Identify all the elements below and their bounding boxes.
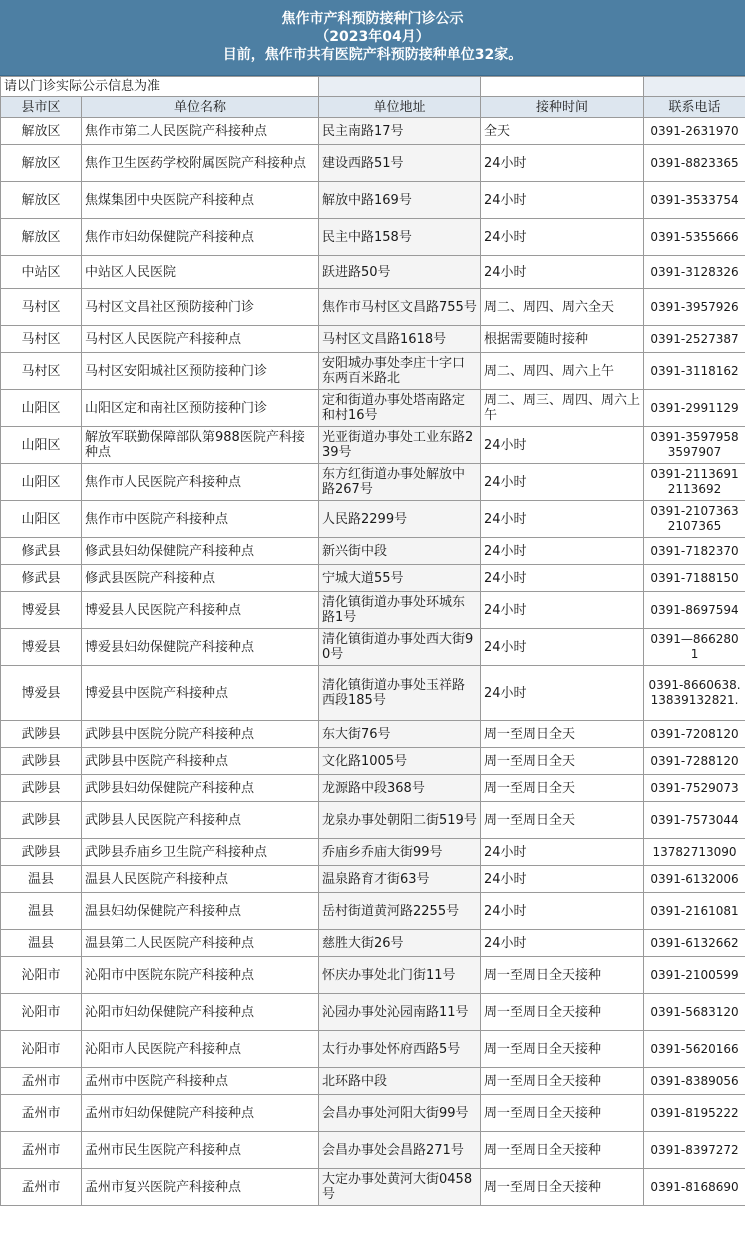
address-cell: 怀庆办事处北门街11号 xyxy=(319,957,481,994)
column-header-name: 单位名称 xyxy=(82,97,319,118)
table-row xyxy=(1,145,745,182)
district-cell: 温县 xyxy=(1,930,82,957)
time-cell: 24小时 xyxy=(481,182,644,219)
address-cell: 会昌办事处河阳大街99号 xyxy=(319,1095,481,1132)
summary-text: 目前，焦作市共有医院产科预防接种单位32家。 xyxy=(222,47,523,63)
district-cell: 武陟县 xyxy=(1,721,82,748)
table-row xyxy=(1,464,745,501)
phone-cell: 0391-8389056 xyxy=(644,1068,745,1095)
district-cell: 解放区 xyxy=(1,182,82,219)
unit-name-cell: 马村区文昌社区预防接种门诊 xyxy=(82,289,319,326)
address-cell: 建设西路51号 xyxy=(319,145,481,182)
table-row xyxy=(1,775,745,802)
disclaimer-note: 请以门诊实际公示信息为准 xyxy=(1,77,319,97)
unit-name-cell: 博爱县中医院产科接种点 xyxy=(82,666,319,721)
table-row xyxy=(1,666,745,721)
column-header-phone: 联系电话 xyxy=(644,97,745,118)
phone-cell: 0391-3533754 xyxy=(644,182,745,219)
time-cell: 周二、周三、周四、周六上午 xyxy=(481,390,644,427)
table-row xyxy=(1,748,745,775)
district-cell: 修武县 xyxy=(1,565,82,592)
district-cell: 解放区 xyxy=(1,118,82,145)
table-row xyxy=(1,1095,745,1132)
phone-cell: 0391-2527387 xyxy=(644,326,745,353)
table-row xyxy=(1,1068,745,1095)
unit-name-cell: 焦作卫生医药学校附属医院产科接种点 xyxy=(82,145,319,182)
unit-name-cell: 沁阳市中医院东院产科接种点 xyxy=(82,957,319,994)
phone-cell: 0391-2113691 2113692 xyxy=(644,464,745,501)
unit-name-cell: 焦作市人民医院产科接种点 xyxy=(82,464,319,501)
time-cell: 周一至周日全天 xyxy=(481,721,644,748)
phone-cell: 0391-3597958 3597907 xyxy=(644,427,745,464)
district-cell: 孟州市 xyxy=(1,1132,82,1169)
note-blank-cell xyxy=(644,77,745,97)
unit-name-cell: 温县妇幼保健院产科接种点 xyxy=(82,893,319,930)
address-cell: 解放中路169号 xyxy=(319,182,481,219)
time-cell: 全天 xyxy=(481,118,644,145)
time-cell: 周一至周日全天接种 xyxy=(481,1132,644,1169)
district-cell: 解放区 xyxy=(1,219,82,256)
unit-name-cell: 武陟县中医院分院产科接种点 xyxy=(82,721,319,748)
table-row xyxy=(1,1169,745,1206)
table-row xyxy=(1,629,745,666)
unit-name-cell: 沁阳市人民医院产科接种点 xyxy=(82,1031,319,1068)
unit-name-cell: 焦作市中医院产科接种点 xyxy=(82,501,319,538)
table-row xyxy=(1,390,745,427)
unit-name-cell: 武陟县乔庙乡卫生院产科接种点 xyxy=(82,839,319,866)
address-cell: 龙源路中段368号 xyxy=(319,775,481,802)
district-cell: 博爱县 xyxy=(1,592,82,629)
unit-name-cell: 武陟县中医院产科接种点 xyxy=(82,748,319,775)
table-row xyxy=(1,930,745,957)
time-cell: 24小时 xyxy=(481,866,644,893)
unit-name-cell: 博爱县人民医院产科接种点 xyxy=(82,592,319,629)
district-cell: 武陟县 xyxy=(1,802,82,839)
district-cell: 沁阳市 xyxy=(1,957,82,994)
table-row xyxy=(1,118,745,145)
phone-cell: 0391—8662801 xyxy=(644,629,745,666)
address-cell: 清化镇街道办事处西大街90号 xyxy=(319,629,481,666)
district-cell: 武陟县 xyxy=(1,748,82,775)
address-cell: 安阳城办事处李庄十字口东两百米路北 xyxy=(319,353,481,390)
time-cell: 周一至周日全天接种 xyxy=(481,1031,644,1068)
time-cell: 24小时 xyxy=(481,427,644,464)
phone-cell: 0391-3118162 xyxy=(644,353,745,390)
district-cell: 马村区 xyxy=(1,289,82,326)
district-cell: 温县 xyxy=(1,893,82,930)
time-cell: 24小时 xyxy=(481,145,644,182)
district-cell: 马村区 xyxy=(1,326,82,353)
phone-cell: 0391-7529073 xyxy=(644,775,745,802)
notice-header xyxy=(0,0,745,76)
table-row xyxy=(1,326,745,353)
unit-name-cell: 武陟县妇幼保健院产科接种点 xyxy=(82,775,319,802)
unit-name-cell: 孟州市民生医院产科接种点 xyxy=(82,1132,319,1169)
district-cell: 中站区 xyxy=(1,256,82,289)
unit-name-cell: 武陟县人民医院产科接种点 xyxy=(82,802,319,839)
table-row xyxy=(1,866,745,893)
unit-name-cell: 马村区人民医院产科接种点 xyxy=(82,326,319,353)
time-cell: 24小时 xyxy=(481,839,644,866)
address-cell: 新兴街中段 xyxy=(319,538,481,565)
time-cell: 24小时 xyxy=(481,666,644,721)
phone-cell: 0391-8168690 xyxy=(644,1169,745,1206)
time-cell: 周一至周日全天 xyxy=(481,748,644,775)
phone-cell: 0391-3128326 xyxy=(644,256,745,289)
phone-cell: 0391-8195222 xyxy=(644,1095,745,1132)
time-cell: 根据需要随时接种 xyxy=(481,326,644,353)
phone-cell: 0391-2107363 2107365 xyxy=(644,501,745,538)
phone-cell: 0391-8697594 xyxy=(644,592,745,629)
address-cell: 民主中路158号 xyxy=(319,219,481,256)
table-row xyxy=(1,565,745,592)
address-cell: 定和街道办事处塔南路定和村16号 xyxy=(319,390,481,427)
unit-name-cell: 沁阳市妇幼保健院产科接种点 xyxy=(82,994,319,1031)
table-row xyxy=(1,501,745,538)
district-cell: 孟州市 xyxy=(1,1095,82,1132)
page-title: 焦作市产科预防接种门诊公示 xyxy=(281,11,464,27)
unit-name-cell: 焦作市妇幼保健院产科接种点 xyxy=(82,219,319,256)
phone-cell: 0391-6132006 xyxy=(644,866,745,893)
time-cell: 周二、周四、周六上午 xyxy=(481,353,644,390)
clinic-table xyxy=(0,76,745,1206)
phone-cell: 0391-2100599 xyxy=(644,957,745,994)
time-cell: 24小时 xyxy=(481,565,644,592)
time-cell: 周一至周日全天接种 xyxy=(481,1068,644,1095)
district-cell: 修武县 xyxy=(1,538,82,565)
phone-cell: 0391-7208120 xyxy=(644,721,745,748)
time-cell: 24小时 xyxy=(481,219,644,256)
district-cell: 博爱县 xyxy=(1,629,82,666)
table-row xyxy=(1,256,745,289)
phone-cell: 0391-3957926 xyxy=(644,289,745,326)
time-cell: 24小时 xyxy=(481,930,644,957)
column-header-time: 接种时间 xyxy=(481,97,644,118)
time-cell: 24小时 xyxy=(481,629,644,666)
district-cell: 山阳区 xyxy=(1,464,82,501)
time-cell: 周一至周日全天接种 xyxy=(481,957,644,994)
time-cell: 24小时 xyxy=(481,893,644,930)
unit-name-cell: 温县人民医院产科接种点 xyxy=(82,866,319,893)
note-blank-cell xyxy=(481,77,644,97)
unit-name-cell: 中站区人民医院 xyxy=(82,256,319,289)
time-cell: 24小时 xyxy=(481,256,644,289)
note-blank-cell xyxy=(319,77,481,97)
table-row xyxy=(1,219,745,256)
table-row xyxy=(1,1132,745,1169)
address-cell: 会昌办事处会昌路271号 xyxy=(319,1132,481,1169)
table-row xyxy=(1,538,745,565)
address-cell: 岳村街道黄河路2255号 xyxy=(319,893,481,930)
address-cell: 慈胜大街26号 xyxy=(319,930,481,957)
address-cell: 跃进路50号 xyxy=(319,256,481,289)
unit-name-cell: 解放军联勤保障部队第988医院产科接种点 xyxy=(82,427,319,464)
table-row xyxy=(1,721,745,748)
table-row xyxy=(1,182,745,219)
date-subtitle: （2023年04月） xyxy=(315,29,430,45)
phone-cell: 0391-8823365 xyxy=(644,145,745,182)
table-row xyxy=(1,592,745,629)
time-cell: 24小时 xyxy=(481,538,644,565)
table-row xyxy=(1,802,745,839)
address-cell: 北环路中段 xyxy=(319,1068,481,1095)
phone-cell: 0391-7182370 xyxy=(644,538,745,565)
district-cell: 武陟县 xyxy=(1,775,82,802)
table-row xyxy=(1,1031,745,1068)
table-row xyxy=(1,289,745,326)
address-cell: 乔庙乡乔庙大街99号 xyxy=(319,839,481,866)
unit-name-cell: 山阳区定和南社区预防接种门诊 xyxy=(82,390,319,427)
district-cell: 山阳区 xyxy=(1,390,82,427)
time-cell: 24小时 xyxy=(481,464,644,501)
phone-cell: 0391-6132662 xyxy=(644,930,745,957)
unit-name-cell: 修武县医院产科接种点 xyxy=(82,565,319,592)
time-cell: 周一至周日全天接种 xyxy=(481,1095,644,1132)
address-cell: 马村区文昌路1618号 xyxy=(319,326,481,353)
phone-cell: 0391-5683120 xyxy=(644,994,745,1031)
time-cell: 周一至周日全天 xyxy=(481,775,644,802)
address-cell: 光亚街道办事处工业东路239号 xyxy=(319,427,481,464)
table-row xyxy=(1,957,745,994)
note-row xyxy=(1,77,745,97)
phone-cell: 0391-2161081 xyxy=(644,893,745,930)
unit-name-cell: 温县第二人民医院产科接种点 xyxy=(82,930,319,957)
address-cell: 人民路2299号 xyxy=(319,501,481,538)
time-cell: 周一至周日全天 xyxy=(481,802,644,839)
unit-name-cell: 焦煤集团中央医院产科接种点 xyxy=(82,182,319,219)
unit-name-cell: 马村区安阳城社区预防接种门诊 xyxy=(82,353,319,390)
phone-cell: 0391-7288120 xyxy=(644,748,745,775)
address-cell: 民主南路17号 xyxy=(319,118,481,145)
unit-name-cell: 孟州市妇幼保健院产科接种点 xyxy=(82,1095,319,1132)
address-cell: 温泉路育才街63号 xyxy=(319,866,481,893)
address-cell: 东方红街道办事处解放中路267号 xyxy=(319,464,481,501)
district-cell: 沁阳市 xyxy=(1,994,82,1031)
column-header-address: 单位地址 xyxy=(319,97,481,118)
phone-cell: 0391-7188150 xyxy=(644,565,745,592)
address-cell: 清化镇街道办事处环城东路1号 xyxy=(319,592,481,629)
phone-cell: 0391-2991129 xyxy=(644,390,745,427)
unit-name-cell: 孟州市复兴医院产科接种点 xyxy=(82,1169,319,1206)
table-body xyxy=(1,118,745,1206)
district-cell: 孟州市 xyxy=(1,1068,82,1095)
table-row xyxy=(1,427,745,464)
time-cell: 24小时 xyxy=(481,592,644,629)
unit-name-cell: 修武县妇幼保健院产科接种点 xyxy=(82,538,319,565)
district-cell: 博爱县 xyxy=(1,666,82,721)
district-cell: 马村区 xyxy=(1,353,82,390)
district-cell: 山阳区 xyxy=(1,501,82,538)
district-cell: 孟州市 xyxy=(1,1169,82,1206)
table-row xyxy=(1,353,745,390)
phone-cell: 0391-5620166 xyxy=(644,1031,745,1068)
phone-cell: 13782713090 xyxy=(644,839,745,866)
time-cell: 周二、周四、周六全天 xyxy=(481,289,644,326)
phone-cell: 0391-8660638.13839132821. xyxy=(644,666,745,721)
address-cell: 龙泉办事处朝阳二街519号 xyxy=(319,802,481,839)
unit-name-cell: 孟州市中医院产科接种点 xyxy=(82,1068,319,1095)
address-cell: 东大街76号 xyxy=(319,721,481,748)
district-cell: 沁阳市 xyxy=(1,1031,82,1068)
table-row xyxy=(1,994,745,1031)
district-cell: 武陟县 xyxy=(1,839,82,866)
district-cell: 温县 xyxy=(1,866,82,893)
time-cell: 周一至周日全天接种 xyxy=(481,1169,644,1206)
address-cell: 大定办事处黄河大街0458号 xyxy=(319,1169,481,1206)
address-cell: 文化路1005号 xyxy=(319,748,481,775)
address-cell: 清化镇街道办事处玉祥路西段185号 xyxy=(319,666,481,721)
column-header-district: 县市区 xyxy=(1,97,82,118)
address-cell: 宁城大道55号 xyxy=(319,565,481,592)
phone-cell: 0391-2631970 xyxy=(644,118,745,145)
phone-cell: 0391-8397272 xyxy=(644,1132,745,1169)
district-cell: 山阳区 xyxy=(1,427,82,464)
unit-name-cell: 焦作市第二人民医院产科接种点 xyxy=(82,118,319,145)
address-cell: 焦作市马村区文昌路755号 xyxy=(319,289,481,326)
time-cell: 24小时 xyxy=(481,501,644,538)
district-cell: 解放区 xyxy=(1,145,82,182)
address-cell: 太行办事处怀府西路5号 xyxy=(319,1031,481,1068)
table-row xyxy=(1,839,745,866)
phone-cell: 0391-7573044 xyxy=(644,802,745,839)
unit-name-cell: 博爱县妇幼保健院产科接种点 xyxy=(82,629,319,666)
column-header-row xyxy=(1,97,745,118)
phone-cell: 0391-5355666 xyxy=(644,219,745,256)
address-cell: 沁园办事处沁园南路11号 xyxy=(319,994,481,1031)
time-cell: 周一至周日全天接种 xyxy=(481,994,644,1031)
table-row xyxy=(1,893,745,930)
